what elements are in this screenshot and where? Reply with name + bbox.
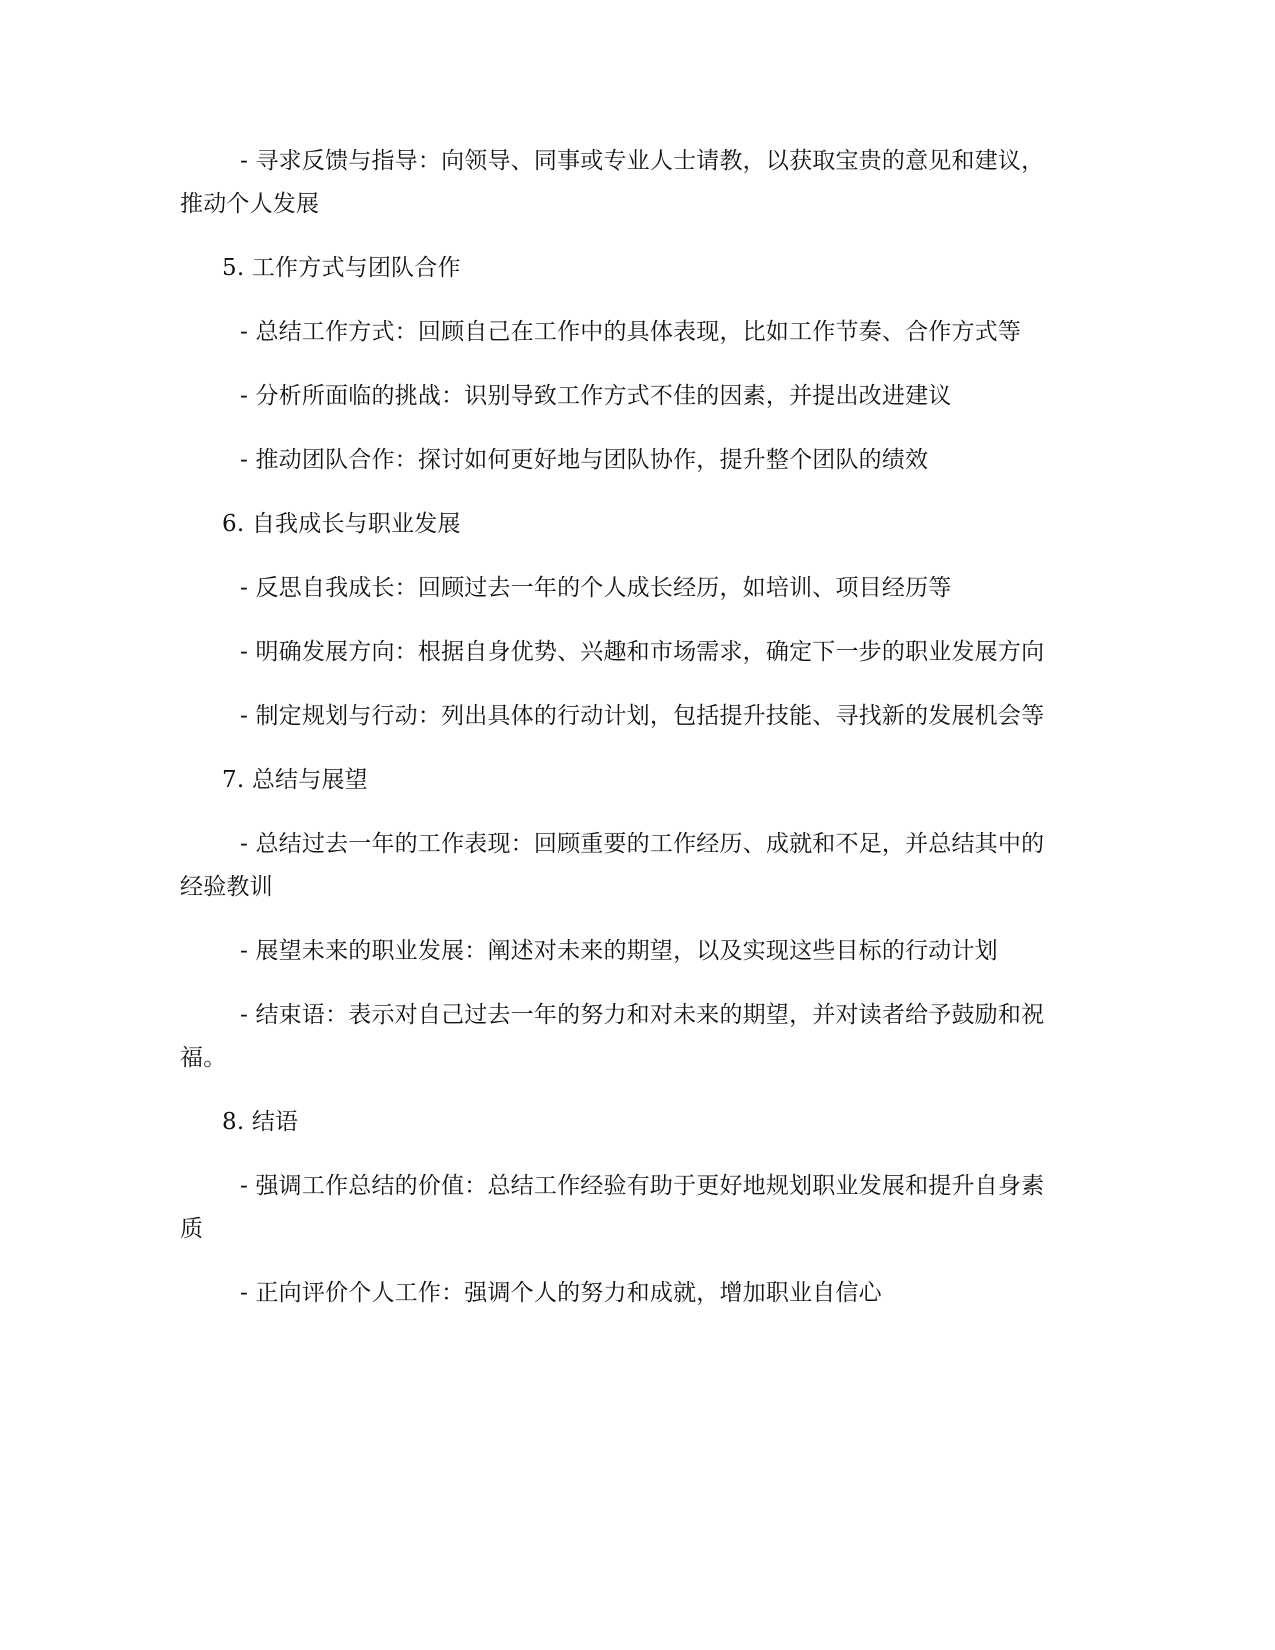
section-heading: 8. 结语 bbox=[222, 1109, 299, 1135]
bullet-paragraph: - 寻求反馈与指导：向领导、同事或专业人士请教，以获取宝贵的意见和建议，推动个人发展 bbox=[180, 148, 1045, 217]
bullet-paragraph: - 反思自我成长：回顾过去一年的个人成长经历，如培训、项目经历等 bbox=[240, 575, 952, 601]
bullet-paragraph: - 总结工作方式：回顾自己在工作中的具体表现，比如工作节奏、合作方式等 bbox=[240, 319, 1022, 345]
bullet-paragraph: - 制定规划与行动：列出具体的行动计划，包括提升技能、寻找新的发展机会等 bbox=[240, 703, 1045, 729]
bullet-paragraph: - 总结过去一年的工作表现：回顾重要的工作经历、成就和不足，并总结其中的经验教训 bbox=[180, 831, 1045, 900]
bullet-paragraph: - 强调工作总结的价值：总结工作经验有助于更好地规划职业发展和提升自身素质 bbox=[180, 1173, 1045, 1242]
bullet-paragraph: - 明确发展方向：根据自身优势、兴趣和市场需求，确定下一步的职业发展方向 bbox=[240, 639, 1045, 665]
bullet-paragraph: - 正向评价个人工作：强调个人的努力和成就，增加职业自信心 bbox=[240, 1280, 882, 1306]
section-heading: 7. 总结与展望 bbox=[222, 767, 368, 793]
bullet-paragraph: - 分析所面临的挑战：识别导致工作方式不佳的因素，并提出改进建议 bbox=[240, 383, 952, 409]
section-heading: 5. 工作方式与团队合作 bbox=[222, 255, 461, 281]
bullet-paragraph: - 结束语：表示对自己过去一年的努力和对未来的期望，并对读者给予鼓励和祝福。 bbox=[180, 1002, 1045, 1071]
bullet-paragraph: - 展望未来的职业发展：阐述对未来的期望，以及实现这些目标的行动计划 bbox=[240, 938, 998, 964]
bullet-paragraph: - 推动团队合作：探讨如何更好地与团队协作，提升整个团队的绩效 bbox=[240, 447, 929, 473]
document-body bbox=[180, 140, 1060, 1315]
section-heading: 6. 自我成长与职业发展 bbox=[222, 511, 461, 537]
